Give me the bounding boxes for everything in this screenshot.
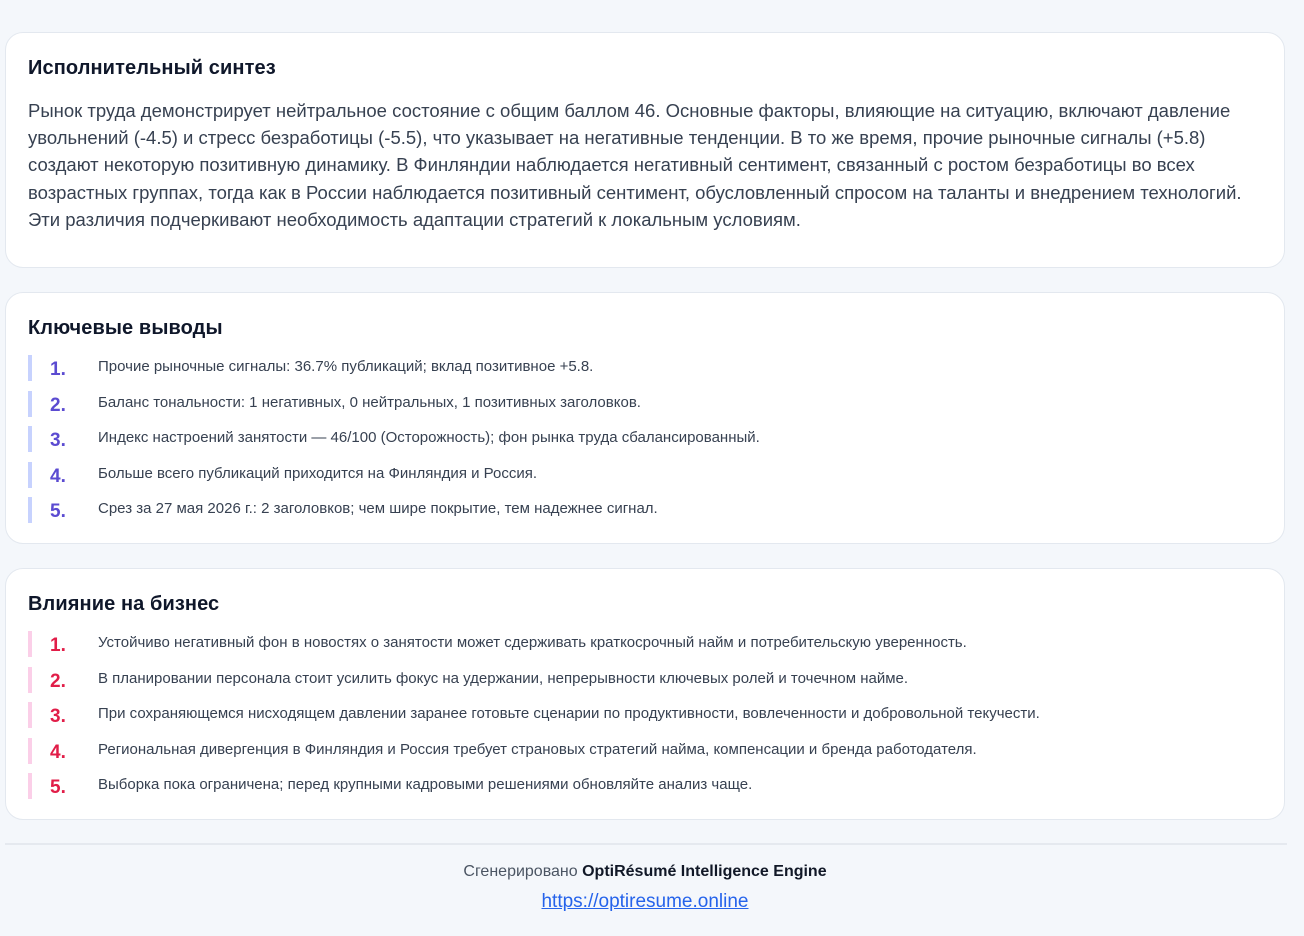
item-text: Индекс настроений занятости — 46/100 (Осторожность); фон рынка труда сбалансированный. bbox=[98, 429, 760, 446]
generated-prefix: Сгенерировано bbox=[463, 863, 578, 880]
list-item bbox=[28, 462, 1268, 488]
list-item bbox=[28, 667, 1268, 693]
list-item bbox=[28, 391, 1268, 417]
footer-divider bbox=[5, 843, 1287, 845]
item-number: 5. bbox=[50, 501, 66, 522]
summary-text: Рынок труда демонстрирует нейтральное состояние с общим баллом 46. Основные факторы, влияющие на ситуацию, включают давление увольнений (-4.5) и стресс безработицы (-5.5), что указывает на негативные тенденции. В то же время, прочие рыночные сигналы (+5.8) создают некоторую позитивную динамику. В Финляндии наблюдается негативный сентимент, связанный с ростом безработицы во всех возрастных группах, тогда как в России наблюдается позитивный сентимент, обусловленный спросом на таланты и внедрением технологий. Эти различия подчеркивают необходимость адаптации стратегий к локальным условиям. bbox=[28, 100, 1242, 230]
item-text: Баланс тональности: 1 негативных, 0 нейтральных, 1 позитивных заголовков. bbox=[98, 393, 641, 411]
footer-generated bbox=[0, 863, 1290, 881]
item-number: 4. bbox=[50, 465, 66, 487]
list-item bbox=[28, 738, 1268, 764]
list-item bbox=[28, 497, 1268, 523]
list-item bbox=[28, 702, 1268, 728]
item-text: Прочие рыночные сигналы: 36.7% публикаций; вклад позитивное +5.8. bbox=[98, 358, 594, 375]
executive-summary-card bbox=[5, 32, 1285, 268]
list-item bbox=[28, 355, 1268, 381]
item-number: 1. bbox=[50, 359, 66, 380]
item-number: 3. bbox=[50, 706, 66, 727]
item-text: В планировании персонала стоит усилить фокус на удержании, непрерывности ключевых ролей и точечном найме. bbox=[98, 669, 909, 687]
key-findings-card bbox=[5, 292, 1285, 544]
summary-title: Исполнительный синтез bbox=[28, 57, 276, 79]
item-number: 1. bbox=[50, 635, 66, 656]
list-item bbox=[28, 773, 1268, 799]
item-number: 2. bbox=[50, 394, 66, 416]
item-number: 2. bbox=[50, 670, 66, 692]
item-text: Устойчиво негативный фон в новостях о занятости может сдерживать краткосрочный найм и потребительскую уверенность. bbox=[98, 634, 967, 651]
list-item bbox=[28, 426, 1268, 452]
item-text: Срез за 27 мая 2026 г.: 2 заголовков; чем шире покрытие, тем надежнее сигнал. bbox=[98, 500, 658, 517]
business-impact-card bbox=[5, 568, 1285, 820]
item-text: При сохраняющемся нисходящем давлении заранее готовьте сценарии по продуктивности, вовлеченности и добровольной текучести. bbox=[98, 705, 1040, 722]
item-text: Больше всего публикаций приходится на Финляндия и Россия. bbox=[98, 464, 538, 482]
website-link[interactable]: https://optiresume.online bbox=[541, 891, 749, 912]
findings-title: Ключевые выводы bbox=[28, 317, 223, 339]
item-number: 4. bbox=[50, 741, 66, 763]
engine-name: OptiRésumé Intelligence Engine bbox=[582, 863, 827, 880]
item-number: 5. bbox=[50, 777, 66, 798]
item-text: Выборка пока ограничена; перед крупными кадровыми решениями обновляйте анализ чаще. bbox=[98, 776, 753, 793]
item-text: Региональная дивергенция в Финляндия и Россия требует страновых стратегий найма, компенсации и бренда работодателя. bbox=[98, 740, 977, 758]
findings-list bbox=[28, 355, 1268, 533]
footer-link-row bbox=[0, 891, 1290, 913]
impact-title: Влияние на бизнес bbox=[28, 593, 220, 615]
item-number: 3. bbox=[50, 430, 66, 451]
list-item bbox=[28, 631, 1268, 657]
impact-list bbox=[28, 631, 1268, 809]
